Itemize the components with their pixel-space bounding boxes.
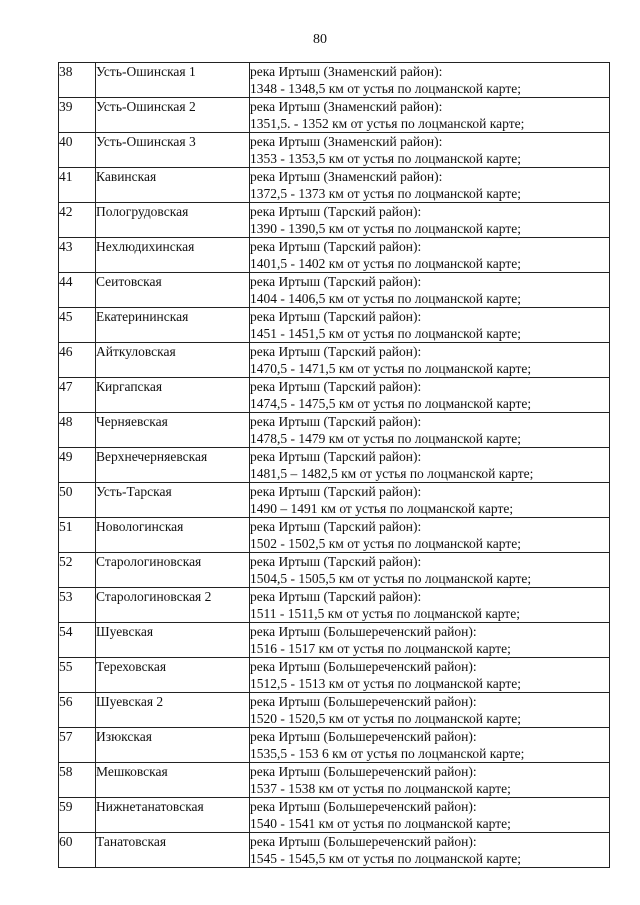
distance-text: 1372,5 - 1373 км от устья по лоцманской карте; [250,186,521,201]
distance-text: 1520 - 1520,5 км от устья по лоцманской карте; [250,711,521,726]
location-description [250,98,610,133]
row-number: 53 [59,588,96,623]
row-number: 39 [59,98,96,133]
table-row [59,378,610,413]
table-row [59,833,610,868]
location-description [250,273,610,308]
river-district-text: река Иртыш (Знаменский район): [250,64,443,79]
location-name: Нижнетанатовская [96,798,250,833]
river-district-text: река Иртыш (Знаменский район): [250,99,443,114]
location-name: Мешковская [96,763,250,798]
row-number: 45 [59,308,96,343]
distance-text: 1512,5 - 1513 км от устья по лоцманской карте; [250,676,521,691]
location-description [250,588,610,623]
distance-text: 1478,5 - 1479 км от устья по лоцманской карте; [250,431,521,446]
page-number: 80 [313,32,327,47]
row-number: 57 [59,728,96,763]
table-row [59,168,610,203]
distance-text: 1451 - 1451,5 км от устья по лоцманской карте; [250,326,521,341]
row-number: 54 [59,623,96,658]
locations-table [58,62,610,868]
table-row [59,798,610,833]
distance-text: 1502 - 1502,5 км от устья по лоцманской карте; [250,536,521,551]
table-row [59,623,610,658]
location-description [250,238,610,273]
river-district-text: река Иртыш (Тарский район): [250,554,422,569]
table-body [59,63,610,868]
distance-text: 1481,5 – 1482,5 км от устья по лоцманской карте; [250,466,534,481]
table-row [59,728,610,763]
river-district-text: река Иртыш (Большереченский район): [250,799,477,814]
table-row [59,448,610,483]
river-district-text: река Иртыш (Тарский район): [250,519,422,534]
location-name: Танатовская [96,833,250,868]
row-number: 40 [59,133,96,168]
row-number: 51 [59,518,96,553]
table-row [59,273,610,308]
location-name: Пологрудовская [96,203,250,238]
location-name: Усть-Ошинская 3 [96,133,250,168]
location-description [250,343,610,378]
table-row [59,553,610,588]
distance-text: 1470,5 - 1471,5 км от устья по лоцманской карте; [250,361,532,376]
distance-text: 1404 - 1406,5 км от устья по лоцманской карте; [250,291,521,306]
river-district-text: река Иртыш (Тарский район): [250,204,422,219]
distance-text: 1540 - 1541 км от устья по лоцманской карте; [250,816,511,831]
river-district-text: река Иртыш (Большереченский район): [250,764,477,779]
distance-text: 1353 - 1353,5 км от устья по лоцманской карте; [250,151,521,166]
river-district-text: река Иртыш (Тарский район): [250,344,422,359]
distance-text: 1511 - 1511,5 км от устья по лоцманской карте; [250,606,520,621]
location-description [250,308,610,343]
river-district-text: река Иртыш (Тарский район): [250,414,422,429]
river-district-text: река Иртыш (Тарский район): [250,449,422,464]
table-row [59,98,610,133]
location-name: Сеитовская [96,273,250,308]
location-name: Усть-Тарская [96,483,250,518]
row-number: 59 [59,798,96,833]
row-number: 60 [59,833,96,868]
location-name: Шуевская 2 [96,693,250,728]
location-description [250,553,610,588]
row-number: 44 [59,273,96,308]
location-description [250,798,610,833]
table-row [59,343,610,378]
distance-text: 1474,5 - 1475,5 км от устья по лоцманской карте; [250,396,532,411]
table-row [59,133,610,168]
row-number: 46 [59,343,96,378]
table-row [59,518,610,553]
row-number: 41 [59,168,96,203]
location-description [250,413,610,448]
river-district-text: река Иртыш (Тарский район): [250,379,422,394]
location-description [250,378,610,413]
location-description [250,483,610,518]
table-row [59,413,610,448]
river-district-text: река Иртыш (Тарский район): [250,309,422,324]
table-row [59,483,610,518]
location-name: Изюкская [96,728,250,763]
row-number: 38 [59,63,96,98]
table-row [59,308,610,343]
river-district-text: река Иртыш (Большереченский район): [250,659,477,674]
table-row [59,763,610,798]
table-row [59,203,610,238]
location-description [250,448,610,483]
distance-text: 1535,5 - 153 6 км от устья по лоцманской карте; [250,746,525,761]
row-number: 42 [59,203,96,238]
distance-text: 1490 – 1491 км от устья по лоцманской карте; [250,501,514,516]
location-description [250,693,610,728]
row-number: 56 [59,693,96,728]
distance-text: 1545 - 1545,5 км от устья по лоцманской карте; [250,851,521,866]
row-number: 43 [59,238,96,273]
river-district-text: река Иртыш (Тарский район): [250,484,422,499]
distance-text: 1537 - 1538 км от устья по лоцманской карте; [250,781,511,796]
river-district-text: река Иртыш (Знаменский район): [250,169,443,184]
location-name: Нехлюдихинская [96,238,250,273]
location-name: Усть-Ошинская 1 [96,63,250,98]
river-district-text: река Иртыш (Большереченский район): [250,834,477,849]
row-number: 58 [59,763,96,798]
row-number: 55 [59,658,96,693]
location-name: Тереховская [96,658,250,693]
row-number: 48 [59,413,96,448]
table-row [59,238,610,273]
table-row [59,63,610,98]
location-description [250,763,610,798]
table-row [59,693,610,728]
row-number: 47 [59,378,96,413]
location-description [250,518,610,553]
river-district-text: река Иртыш (Тарский район): [250,589,422,604]
location-description [250,728,610,763]
table-row [59,658,610,693]
row-number: 52 [59,553,96,588]
distance-text: 1401,5 - 1402 км от устья по лоцманской карте; [250,256,521,271]
location-name: Усть-Ошинская 2 [96,98,250,133]
location-name: Старологиновская [96,553,250,588]
river-district-text: река Иртыш (Знаменский район): [250,134,443,149]
river-district-text: река Иртыш (Тарский район): [250,239,422,254]
location-description [250,623,610,658]
river-district-text: река Иртыш (Тарский район): [250,274,422,289]
location-description [250,833,610,868]
row-number: 49 [59,448,96,483]
distance-text: 1348 - 1348,5 км от устья по лоцманской карте; [250,81,521,96]
distance-text: 1390 - 1390,5 км от устья по лоцманской карте; [250,221,521,236]
row-number: 50 [59,483,96,518]
location-name: Верхнечерняевская [96,448,250,483]
distance-text: 1504,5 - 1505,5 км от устья по лоцманской карте; [250,571,532,586]
location-name: Айткуловская [96,343,250,378]
location-description [250,63,610,98]
river-district-text: река Иртыш (Большереченский район): [250,624,477,639]
location-description [250,203,610,238]
location-name: Екатерининская [96,308,250,343]
distance-text: 1516 - 1517 км от устья по лоцманской карте; [250,641,511,656]
location-name: Черняевская [96,413,250,448]
location-name: Новологинская [96,518,250,553]
location-description [250,133,610,168]
table-row [59,588,610,623]
location-description [250,658,610,693]
location-name: Киргапская [96,378,250,413]
river-district-text: река Иртыш (Большереченский район): [250,694,477,709]
location-name: Старологиновская 2 [96,588,250,623]
location-name: Кавинская [96,168,250,203]
distance-text: 1351,5. - 1352 км от устья по лоцманской карте; [250,116,525,131]
river-district-text: река Иртыш (Большереченский район): [250,729,477,744]
location-description [250,168,610,203]
location-name: Шуевская [96,623,250,658]
